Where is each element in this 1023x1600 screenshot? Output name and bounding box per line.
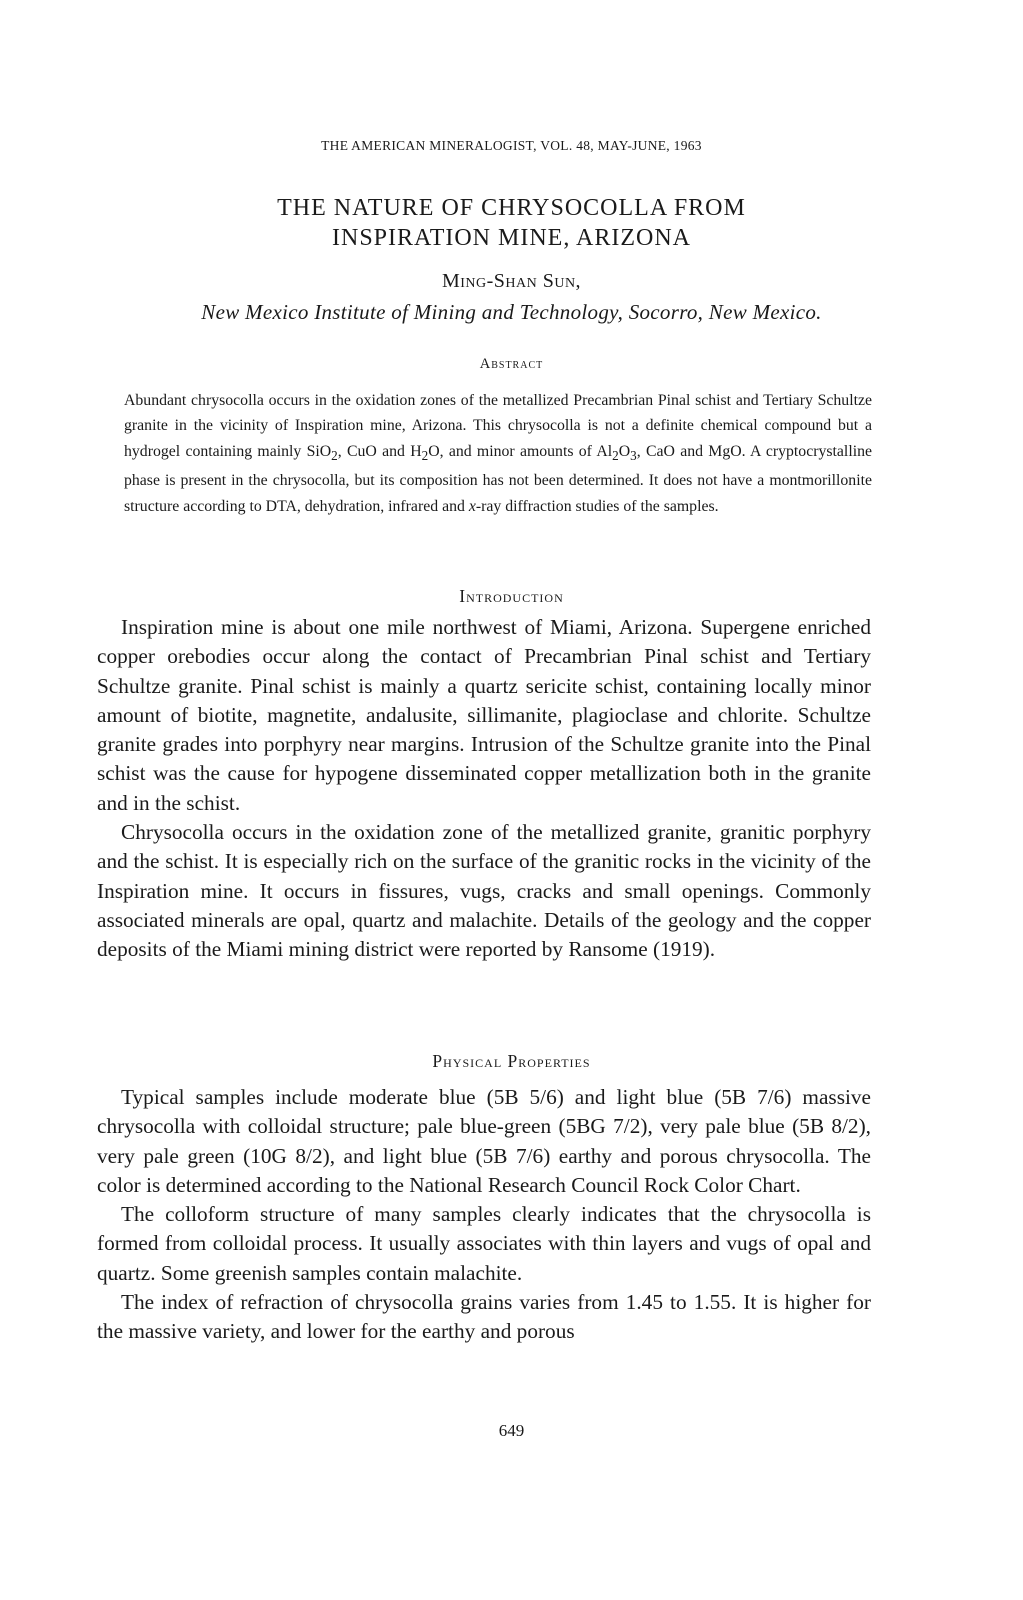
physical-properties-heading: Physical Properties — [432, 1051, 591, 1071]
author-name: Ming-Shan Sun, — [441, 270, 582, 292]
author-affiliation: New Mexico Institute of Mining and Technology, Socorro, New Mexico. — [201, 300, 822, 324]
physical-properties-section — [97, 1083, 871, 1347]
abstract-heading: Abstract — [479, 356, 544, 372]
introduction-heading: Introduction — [459, 586, 564, 606]
title-line-2: INSPIRATION MINE, ARIZONA — [332, 225, 691, 251]
article-title — [0, 193, 1023, 253]
paragraph: Inspiration mine is about one mile northwest of Miami, Arizona. Supergene enriched copper orebodies occur along the contact of Precambrian Pinal schist and Tertiary Schultze granite. Pinal schist is mainly a quartz sericite schist, containing locally minor amount of biotite, magnetite, andalusite, sillimanite, plagioclase and chlorite. Schultze granite grades into porphyry near margins. Intrusion of the Schultze granite into the Pinal schist was the cause for hypogene disseminated copper metallization both in the granite and in the schist. — [97, 615, 871, 815]
paragraph: The index of refraction of chrysocolla grains varies from 1.45 to 1.55. It is higher for the massive variety, and lower for the earthy and porous — [97, 1290, 871, 1344]
title-line-1: THE NATURE OF CHRYSOCOLLA FROM — [277, 195, 746, 221]
paragraph: Chrysocolla occurs in the oxidation zone of the metallized granite, granitic porphyry and the schist. It is especially rich on the surface of the granitic rocks in the vicinity of the Inspiration mine. It occurs in fissures, vugs, cracks and small openings. Commonly associated minerals are opal, quartz and malachite. Details of the geology and the copper deposits of the Miami mining district were reported by Ransome (1919). — [97, 820, 871, 962]
abstract-text: Abundant chrysocolla occurs in the oxidation zones of the metallized Precambrian Pinal schist and Tertiary Schultze granite in the vicinity of Inspiration mine, Arizona. This chrysocolla is not a definite chemical compound but a hydrogel containing mainly SiO$_2$, CuO and $H_2O$, and minor amounts of $Al_2O_3$, CaO and MgO. A cryptocrystalline phase is present in the chrysocolla, but its composition has not been determined. It does not have a montmorillonite structure according to DTA, dehydration, infrared and x-ray diffraction studies of the samples. — [124, 392, 873, 515]
introduction-section — [97, 613, 871, 965]
journal-header: THE AMERICAN MINERALOGIST, VOL. 48, MAY-JUNE, 1963 — [321, 138, 702, 153]
page-number: 649 — [498, 1421, 525, 1440]
paragraph: The colloform structure of many samples clearly indicates that the chrysocolla is formed from colloidal process. It usually associates with thin layers and vugs of opal and quartz. Some greenish samples contain malachite. — [97, 1202, 871, 1285]
paragraph: Typical samples include moderate blue (5B 5/6) and light blue (5B 7/6) massive chrysocolla with colloidal structure; pale blue-green (5BG 7/2), very pale blue (5B 8/2), very pale green (10G 8/2), and light blue (5B 7/6) earthy and porous chrysocolla. The color is determined according to the National Research Council Rock Color Chart. — [97, 1085, 871, 1197]
